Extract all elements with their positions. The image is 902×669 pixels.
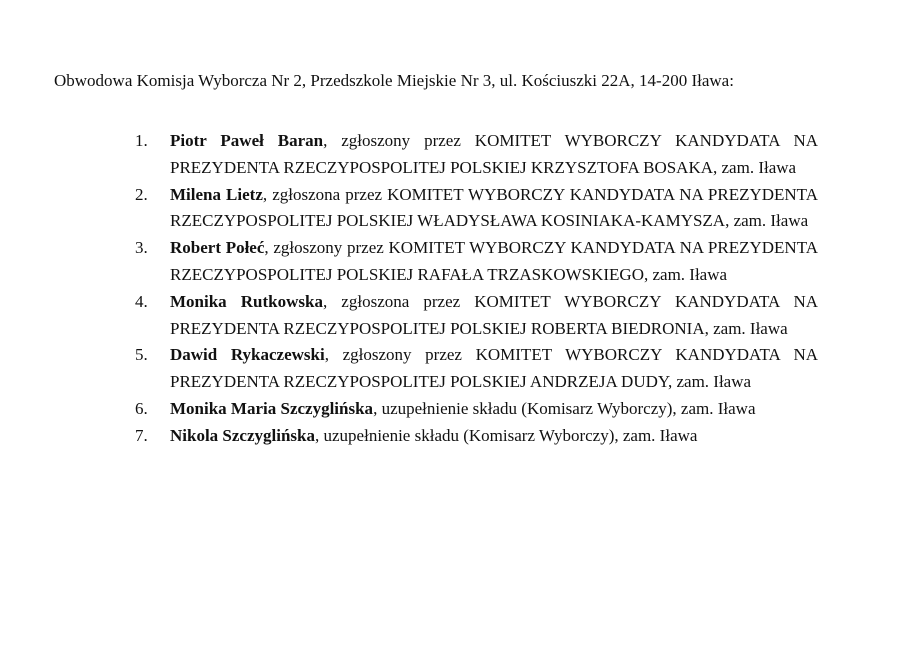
member-name: Robert Połeć [170, 238, 265, 258]
item-number: 7. [135, 425, 148, 445]
member-details: , zgłoszona przez KOMITET WYBORCZY KANDYDATA NA PREZYDENTA RZECZYPOSPOLITEJ POLSKIEJ ROBERTA BIEDRONIA, zam. Iława [170, 291, 818, 338]
member-details: , zgłoszony przez KOMITET WYBORCZY KANDYDATA NA PREZYDENTA RZECZYPOSPOLITEJ POLSKIEJ ANDRZEJA DUDY, zam. Iława [170, 345, 818, 392]
member-details: , zgłoszona przez KOMITET WYBORCZY KANDYDATA NA PREZYDENTA RZECZYPOSPOLITEJ POLSKIEJ WŁADYSŁAWA KOSINIAKA-KAMYSZA, zam. Iława [170, 184, 818, 231]
commission-heading: Obwodowa Komisja Wyborcza Nr 2, Przedszkole Miejskie Nr 3, ul. Kościuszki 22A, 14-200 Iława: [54, 71, 734, 90]
item-number: 3. [135, 238, 148, 258]
item-number: 2. [135, 184, 148, 204]
item-number: 4. [135, 291, 148, 311]
member-details: , zgłoszony przez KOMITET WYBORCZY KANDYDATA NA PREZYDENTA RZECZYPOSPOLITEJ POLSKIEJ RAFAŁA TRZASKOWSKIEGO, zam. Iława [170, 238, 818, 284]
list-item [130, 289, 818, 343]
member-details: , zgłoszony przez KOMITET WYBORCZY KANDYDATA NA PREZYDENTA RZECZYPOSPOLITEJ POLSKIEJ KRZYSZTOFA BOSAKA, zam. Iława [170, 131, 818, 177]
member-name: Monika Rutkowska [170, 291, 323, 311]
member-details: , uzupełnienie składu (Komisarz Wyborczy), zam. Iława [315, 425, 698, 445]
list-item [130, 128, 818, 182]
member-name: Piotr Paweł Baran [170, 131, 324, 150]
list-item [130, 342, 818, 396]
member-name: Milena Lietz [170, 184, 263, 204]
item-number: 1. [135, 131, 148, 150]
list-item [130, 182, 818, 236]
list-item [130, 235, 818, 289]
member-name: Dawid Rykaczewski [170, 345, 325, 365]
member-name: Monika Maria Szczyglińska [170, 398, 374, 418]
item-number: 5. [135, 345, 148, 365]
item-number: 6. [135, 398, 148, 418]
member-details: , uzupełnienie składu (Komisarz Wyborczy), zam. Iława [373, 398, 756, 418]
list-item [130, 423, 818, 450]
list-item [130, 396, 818, 423]
member-list [130, 128, 818, 450]
member-name: Nikola Szczyglińska [170, 425, 315, 445]
